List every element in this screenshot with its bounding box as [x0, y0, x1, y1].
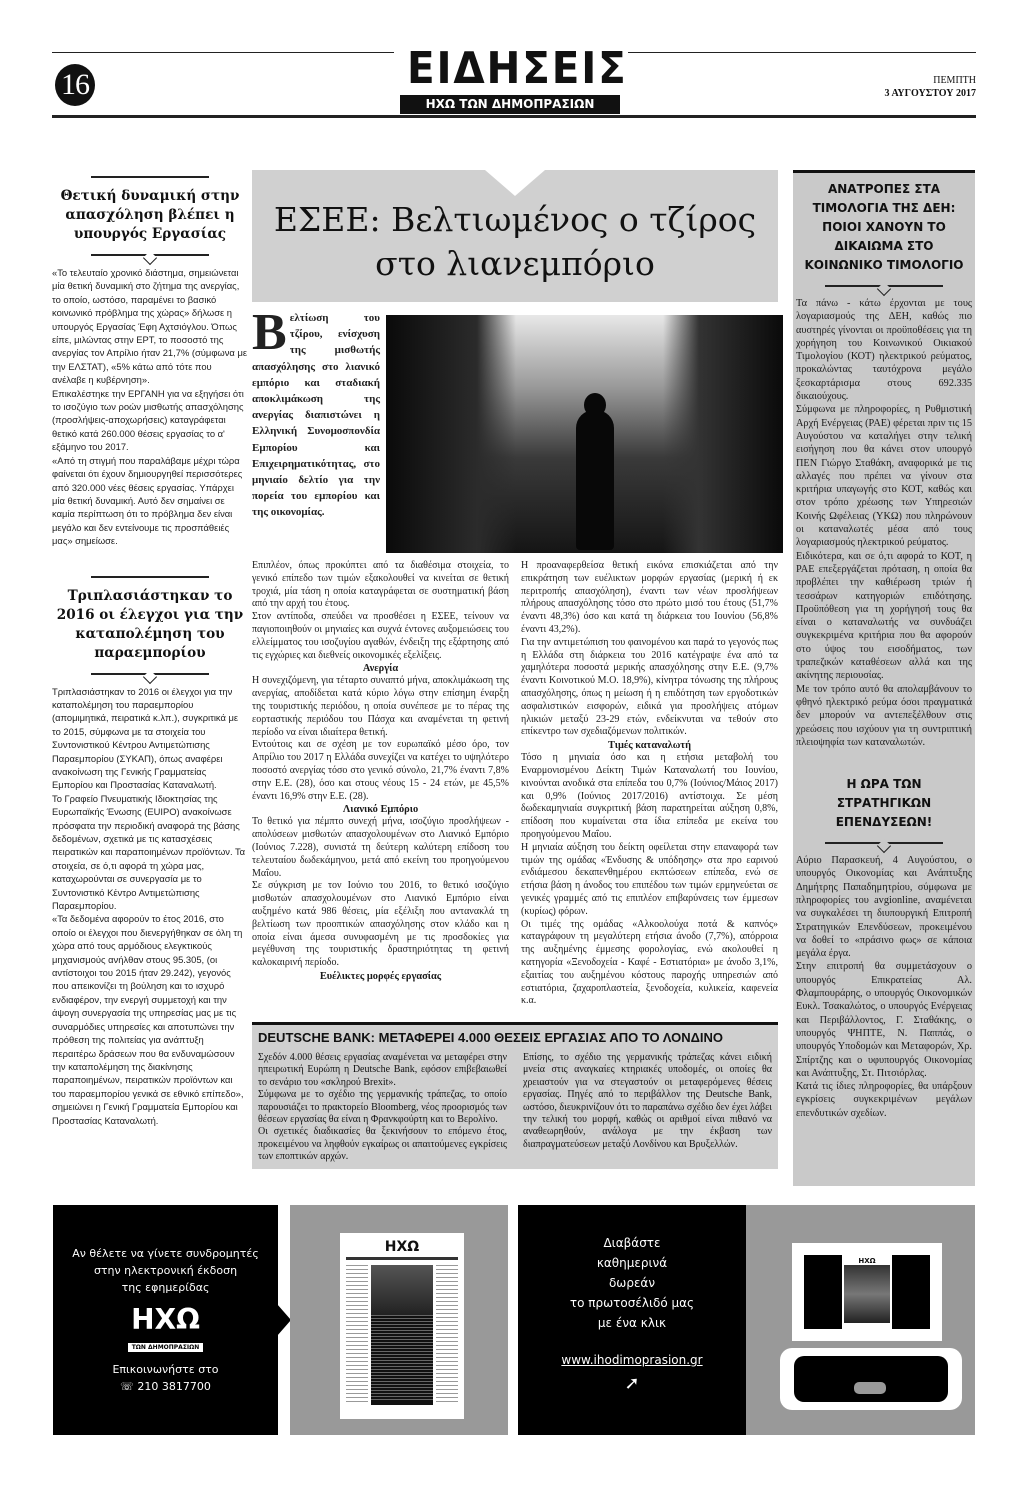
paragraph: Σύμφωνα με πληροφορίες, η Ρυθμιστική Αρχή Ενέργειας (ΡΑΕ) φέρεται πριν τις 15 Αυγούστου να καταλήγει στην τελική εισήγηση που θα κάνει στον υπουργό ΠΕΝ Γιώργο Σταθάκη, αναφορικά με τις αλλαγές που πρέπει να γίνουν στα κριτήρια υπαγωγής στο ΚΟΤ, καθώς και στον τρόπο χρέωσης των Υπηρεσιών Κοινής Ωφέλειας (ΥΚΩ) που πληρώνουν οι καταναλωτές μέσα από τους λογαριασμούς ηλεκτρικού ρεύματος. [796, 404, 972, 549]
main-headline: ΕΣΕΕ: Βελτιωμένος ο τζίρος στο λιανεμπόριο [273, 200, 757, 283]
paragraph: Η μηνιαία αύξηση του δείκτη οφείλεται στην επαναφορά των τιμών της ομάδας «Ένδυσης & υπόδησης» στα προ εαρινού ενδιάμεσου δεκαπενθημέρου εκπτώσεων επίπεδα, ενώ σε ετήσια βάση η άνοδος του επιπέδου των τιμών ερμηνεύεται σε γενικές γραμμές από τις επιπλέον επιβαρύνσεις των έμμεσων (κυρίως) φόρων. [521, 841, 778, 917]
newspaper-name: ΗΧΩ ΤΩΝ ΔΗΜΟΠΡΑΣΙΩΝ [400, 95, 620, 114]
lead-text: ελτίωση του τζίρου, ενίσχυση της μισθωτής απασχόλησης στο λιανικό εμπόριο και σταδιακή αποκλιμάκωση της ανεργίας διαπιστώνει η Ελληνική Συνομοσπονδία Εμπορίου και Επιχειρηματικότητας, στο μηνιαίο δελτίο για την πορεία του εμπορίου και της οικονομίας. [252, 312, 380, 519]
newspaper-thumbnail-panel [290, 1205, 508, 1435]
subscribe-line3: της εφημερίδας [121, 1281, 210, 1294]
right-story2-body [793, 854, 975, 1120]
paragraph: «Τα δεδομένα αφορούν το έτος 2016, στο οποίο οι έλεγχοι που διενεργήθηκαν σε όλη τη χώρα από τους αρμόδιους ελεγκτικούς μηχανισμούς ανήλθαν στους 95.305, (οι αντίστοιχοι του 2015 ήταν 29.242), γεγονός που απεικονίζει τη βούληση και το ισχυρό ενδιαφέρον, την ενεργή συμμετοχή και την άψογη συνεργασία της υπηρεσίας μας με τις συναρμόδιες υπηρεσίες και αποτυπώνει την πρόθεση της πολιτείας για ανάπτυξη περαιτέρω δράσεων που θα ενδυναμώσουν την καταπολέμηση της διακίνησης παραποιημένων, πειρατικών προϊόντων και του παραεμπορίου γενικά σε εθνικό επίπεδο», σημειώνει η Γενική Γραμματεία Εμπορίου και Προστασίας Καταναλωτή. [52, 913, 244, 1126]
article-body [252, 560, 778, 1008]
left-story2-top-rule [91, 576, 209, 578]
paragraph: Το θετικό για πέμπτο συνεχή μήνα, ισοζύγιο προσλήψεων - απολύσεων μισθωτών απασχολουμένων στο Λιανικό Εμπόριο (Ιούνιος 7.228), συνιστά τη δεύτερη καλύτερη επίδοση του τελευταίου δωδεκάμηνου, μετά από εκείνη του προηγούμενου Μαΐου. [252, 816, 509, 879]
thumbnail-logo: ΗΧΩ [384, 1239, 420, 1255]
paragraph: Στον αντίποδα, σπεύδει να προσθέσει η ΕΣΕΕ, τείνουν να παγιοποιηθούν οι μηνιαίες και συχνά έντονες αυξομειώσεις του ελλείμματος του ισοζυγίου αγαθών, ένδειξη της εξάρτησης από τις εγχώριες και διεθνείς οικονομικές εξελίξεις. [252, 611, 509, 661]
echo-logo: ΗΧΩ [131, 1303, 200, 1336]
paragraph: Επίσης, το σχέδιο της γερμανικής τράπεζας κάνει ειδική μνεία στις αναγκαίες κτηριακές υποδομές, οι οποίες θα χρειαστούν για να στεγαστούν οι μεταφερόμενες θέσεις εργασίας. Πηγές από το περιβάλλον της Deutsche Bank, ωστόσο, διευκρινίζουν ότι το παραπάνω σχέδιο δεν έχει λάβει την τελική του μορφή, καθώς οι αριθμοί είναι πιθανό να αναθεωρηθούν, ανάλογα με την έκβαση των διαπραγματεύσεων μεταξύ Λονδίνου και Βρυξελλών. [523, 1052, 772, 1150]
frontpage-line5: με ένα κλικ [597, 1316, 667, 1330]
paragraph: «Το τελευταίο χρονικό διάστημα, σημειώνεται μία θετική δυναμική στο ζήτημα της ανεργίας, το οποίο, ωστόσο, παραμένει το βασικό κοινωνικό πρόβλημα της χώρας» δήλωσε η υπουργός Εργασίας Έφη Αχτσιόγλου. Όπως είπε, μιλώντας στην ΕΡΤ, το ποσοστό της ανεργίας τον Απρίλιο ήταν 21,7% (σύμφωνα με την ΕΛΣΤΑΤ), «5% κάτω από τότε που ανέλαβε η κυβέρνηση». [52, 267, 248, 386]
paragraph: Η προαναφερθείσα θετική εικόνα επισκιάζεται από την επικράτηση των ευέλικτων μορφών εργασίας (μερική ή εκ περιτροπής απασχόληση), έναντι των νέων προσλήψεων πλήρους απασχόλησης τόσο στο πρώτο μισό του έτους (51,7% έναντι 48,3%) όσο και κατά τη διάρκεια του Ιουνίου (56,8% έναντι 43,2%). [521, 560, 778, 635]
paragraph: Οι τιμές της ομάδας «Αλκοολούχα ποτά & καπνός» καταγράφουν τη μεγαλύτερη ετήσια άνοδο (7,7%), απόρροια της αυξημένης έμμεσης φορολογίας, ενώ ακολουθεί η κατηγορία «Ξενοδοχεία - Καφέ - Εστιατόρια» με άνοδο 3,1%, εξαιτίας του αυξημένου κόστους παροχής υπηρεσιών από εστιατόρια, ζαχαροπλαστεία, ξενοδοχεία, κυλικεία, καφενεία κ.α. [521, 918, 778, 1007]
lead-paragraph [252, 304, 380, 521]
left-story1-top-rule [91, 176, 209, 178]
headline-notch [485, 170, 545, 196]
left-story1-title: Θετική δυναμική στην απασχόληση βλέπει η υπουργός Εργασίας [60, 188, 240, 242]
frontpage-ad[interactable] [518, 1205, 746, 1435]
issue-date-text: 3 ΑΥΓΟΥΣΤΟΥ 2017 [884, 88, 976, 99]
paragraph: Οι σχετικές διαδικασίες θα ξεκινήσουν το επόμενο έτος, προκειμένου να ληφθούν εγκαίρως οι απαιτούμενες εγκρίσεις των εποπτικών αρχών. [258, 1126, 507, 1163]
issue-date [885, 74, 976, 100]
paragraph: Στην επιτροπή θα συμμετάσχουν ο υπουργός Επικρατείας Αλ. Φλαμπουράρης, ο υπουργός Οικονομικών Ευκλ. Τσακαλώτος, ο υπουργός Ενέργειας και Περιβάλλοντος, Γ. Σταθάκης, ο υπουργός ΨΗΠΤΕ, Ν. Παππάς, ο υπουργός Υποδομών και Μεταφορών, Χρ. Σπίρτζης και ο υφυπουργός Οικονομίας και Ανάπτυξης, Στ. Πιτσιόρλας. [796, 961, 972, 1079]
right-story2-title: Η ΩΡΑ ΤΩΝ ΣΤΡΑΤΗΓΙΚΩΝ ΕΠΕΝΔΥΣΕΩΝ! [835, 777, 933, 830]
contact-label: Επικοινωνήστε στο [112, 1363, 219, 1376]
pointer-arrow [277, 1304, 291, 1336]
subscribe-line2: στην ηλεκτρονική έκδοση [93, 1264, 238, 1277]
deutsche-bank-box [252, 1022, 778, 1169]
frontpage-line1: Διαβάστε [603, 1236, 661, 1250]
paragraph: Επιπλέον, όπως προκύπτει από τα διαθέσιμα στοιχεία, το γενικό επίπεδο των τιμών εξακολουθεί να κινείται σε θετική τροχιά, μία τάση η οποία καταγράφεται σε συστηματική βάση από την αρχή του έτους. [252, 560, 509, 610]
paragraph: Με τον τρόπο αυτό θα απολαμβάνουν το φθηνό ηλεκτρικό ρεύμα όσοι πραγματικά δεν μπορούν να αντεπεξέλθουν στις χρεώσεις που ισχύουν για τη συντριπτική πλειοψηφία των καταναλωτών. [796, 683, 972, 748]
laptop-screen [792, 1243, 942, 1341]
deutsche-bank-body [258, 1052, 772, 1164]
paragraph: Η συνεχιζόμενη, για τέταρτο συναπτό μήνα, αποκλιμάκωση της ανεργίας, αποδίδεται κατά κύριο λόγω στην επίσημη έναρξη της τουριστικής περιόδου, η οποία συνέπεσε με το πέρας της εορταστικής περιόδου του Πάσχα και αναμένεται τη φετινή περίοδο να είναι ιδιαίτερα θετική. [252, 675, 509, 738]
issue-day: ΠΕΜΠΤΗ [933, 75, 976, 86]
paragraph: Τόσο η μηνιαία όσο και η ετήσια μεταβολή του Εναρμονισμένου Δείκτη Τιμών Καταναλωτή του Ιουνίου, κινούνται ανοδικά στα επίπεδα του 0,7% (Ιούνιος/Μάιος 2017) και 0,9% (Ιούνιος 2017/2016) αντίστοιχα. Σε μέση δωδεκαμηνιαία συγκριτική βάση παρατηρείται αύξηση 0,8%, επίδοση που κυμαίνεται στα ίδια επίπεδα με εκείνα του προηγούμενου Μαΐου. [521, 752, 778, 840]
paragraph: Σε σύγκριση με τον Ιούνιο του 2016, το θετικό ισοζύγιο μισθωτών απασχολουμένων στο Λιανικό Εμπόριο είναι αυξημένο κατά 986 θέσεις, μία εξέλιξη που αντανακλά τη βελτίωση των προοπτικών απασχόλησης στον κλάδο και η οποία είναι άμεσα συνυφασμένη με τις προσδοκίες για μεγέθυνση της τουριστικής δραστηριότητας τη φετινή καλοκαιρινή περίοδο. [252, 880, 509, 969]
right-story1-body [793, 297, 975, 749]
deutsche-bank-title: DEUTSCHE BANK: ΜΕΤΑΦΕΡΕΙ 4.000 ΘΕΣΕΙΣ ΕΡΓΑΣΙΑΣ ΑΠΟ ΤΟ ΛΟΝΔΙΝΟ [258, 1030, 724, 1045]
cursor-icon: ➚ [624, 1373, 640, 1394]
paragraph: Σύμφωνα με το σχέδιο της γερμανικής τράπεζας, το οποίο παρουσιάζει το πρακτορείο Bloomberg, νέος προορισμός των θέσεων εργασίας θα είναι η Φρανκφούρτη και το Βερολίνο. [258, 1089, 507, 1126]
paragraph: Ειδικότερα, και σε ό,τι αφορά το ΚΟΤ, η ΡΑΕ επεξεργάζεται πρόταση, η οποία θα προβλέπει την καθιέρωση τριών ή τεσσάρων κατηγοριών επιδότησης. Προϋπόθεση για τη χορήγησή τους θα είναι ο καταναλωτής να συνδυάζει συγκεκριμένα κριτήρια που θα αφορούν στο ύψος του εισοδήματος, των τραπεζικών καταθέσεων αλλά και της ακίνητης περιουσίας. [796, 550, 972, 682]
drop-cap: Β [252, 304, 287, 361]
paragraph: Εντούτοις και σε σχέση με τον ευρωπαϊκό μέσο όρο, τον Απρίλιο του 2017 η Ελλάδα συνεχίζει να κατέχει το υψηλότερο ποσοστό ανεργίας τόσο στο γενικό σύνολο, 21,7% έναντι 7,8% στην Ε.Ε. (28), όσο και στους νέους 15 - 24 ετών, με 45,5% έναντι 16,9% στην Ε.Ε. (28). [252, 739, 509, 802]
paragraph: Για την αντιμετώπιση του φαινομένου και παρά το γεγονός πως η Ελλάδα στη διάρκεια του 2016 κατέγραψε ένα από τα χαμηλότερα ποσοστά μερικής απασχόλησης στην Ε.Ε. (9,7% έναντι Κοινοτικού Μ.Ο. 18,9%), κίνητρα τόνωσης της πλήρους απασχόλησης, όπως η μείωση ή η επιδότηση των εργοδοτικών ασφαλιστικών εισφορών, ειδικά για προσλήψεις ατόμων ηλικιών μεταξύ 23-29 ετών, ενδείκνυται να τεθούν στο επίκεντρο των σχεδιαζόμενων πολιτικών. [521, 636, 778, 738]
right-story2-divider [825, 842, 943, 844]
laptop-keyboard [780, 1348, 962, 1410]
paragraph: Αύριο Παρασκευή, 4 Αυγούστου, ο υπουργός Οικονομίας και Ανάπτυξης Δημήτρης Παπαδημητρίου, σύμφωνα με πληροφορίες του avgionline, αναμένεται να συγκαλέσει τη διυπουργική Επιτροπή Στρατηγικών Επενδύσεων, προκειμένου να δοθεί το «πράσινο φως» σε κάποια μεγάλα έργα. [796, 855, 972, 960]
main-headline-box [252, 170, 778, 302]
left-story2-body [52, 685, 248, 1127]
left-story1-divider [91, 254, 209, 256]
left-story2-divider [91, 673, 209, 675]
newspaper-thumbnail [340, 1233, 464, 1419]
paragraph: Επικαλέστηκε την ΕΡΓΑΝΗ για να εξηγήσει ότι το ισοζύγιο των ροών μισθωτής απασχόλησης (προσλήψεις-αποχωρήσεις) καταγράφεται θετικό κατά 260.000 θέσεις εργασίας το α' εξάμηνο του 2017. [52, 387, 244, 453]
subscribe-line1: Αν θέλετε να γίνετε συνδρομητές [72, 1247, 259, 1260]
paragraph: «Από τη στιγμή που παραλάβαμε μέχρι τώρα φαίνεται ότι έχουν δημιουργηθεί περισσότερες από 320.000 νέες θέσεις εργασίας. Υπάρχει μία θετική δυναμική. Αυτό δεν σημαίνει σε καμία περίπτωση ότι το πρόβλημα δεν είναι μεγάλο και δεν εντείνουμε τις προσπάθειές μας» σημείωσε. [52, 454, 243, 547]
phone-number[interactable]: 210 3817700 [137, 1380, 211, 1393]
right-sidebar [793, 170, 975, 1186]
website-link[interactable]: www.ihodimoprasion.gr [561, 1353, 703, 1367]
page-number: 16 [55, 64, 95, 106]
laptop-panel [746, 1205, 975, 1435]
article-photo [386, 315, 783, 553]
paragraph: Το Γραφείο Πνευματικής Ιδιοκτησίας της Ευρωπαϊκής Ένωσης (EUIPO) ανακοίνωσε πρόσφατα την περιοδική αναφορά της βάσης δεδομένων, σχετικά με τις κατασχέσεις πειρατικών και παραποιημένων προϊόντων. Τα στοιχεία, σε ό,τι αφορά τη χώρα μας, καταχωρούνται σε συνεργασία με το Συντονιστικό Κέντρο Αντιμετώπισης Παραεμπορίου. [52, 792, 246, 912]
left-column [52, 170, 248, 1127]
laptop-thumbnail-logo: ΗΧΩ [858, 1257, 876, 1265]
subheading: Τιμές καταναλωτή [608, 740, 691, 752]
subscribe-ad[interactable] [53, 1205, 278, 1435]
subheading: Ανεργία [362, 663, 399, 675]
paragraph: Τα πάνω - κάτω έρχονται με τους λογαριασμούς της ΔΕΗ, καθώς πιο αυστηρές γίνονται οι προϋποθέσεις για τη χορήγηση του Κοινωνικού Οικιακού Τιμολογίου (ΚΟΤ) ηλεκτρικού ρεύματος, προκαλώντας ταυτόχρονα μεγάλο ξεσκαρτάρισμα στους 692.335 δικαιούχους. [796, 298, 972, 403]
paragraph: Σχεδόν 4.000 θέσεις εργασίας αναμένεται να μεταφέρει στην ηπειρωτική Ευρώπη η Deutsche Bank, εφόσον επιβεβαιωθεί το σενάριο του «σκληρού Brexit». [258, 1052, 507, 1088]
right-story1-divider [825, 285, 943, 287]
subheading: Λιανικό Εμπόριο [342, 804, 419, 816]
section-title: ΕΙΔΗΣΕΙΣ [406, 43, 628, 94]
phone-icon: ☏ [120, 1380, 138, 1393]
header-top-rule-left [52, 52, 394, 53]
paragraph: Τριπλασιάστηκαν το 2016 οι έλεγχοι για την καταπολέμηση του παραεμπορίου (απομιμητικά, πειρατικά κ.λπ.), συγκριτικά με το 2015, σύμφωνα με τα στοιχεία του Συντονιστικού Κέντρου Αντιμετώπισης Παραεμπορίου (ΣΥΚΑΠ), όπως αναφέρει ανακοίνωση της Γενικής Γραμματείας Εμπορίου και Προστασίας Καταναλωτή. [52, 685, 239, 791]
subheading: Ευέλικτες μορφές εργασίας [319, 970, 442, 982]
echo-logo-subtitle: ΤΩΝ ΔΗΜΟΠΡΑΣΙΩΝ [128, 1343, 204, 1352]
header-bottom-rule [52, 115, 976, 118]
paragraph: Κατά τις ίδιες πληροφορίες, θα υπάρξουν εγκρίσεις συγκεκριμένων μεγάλων επενδυτικών σχεδίων. [796, 1081, 972, 1119]
right-story1-title: ΑΝΑΤΡΟΠΕΣ ΣΤΑ ΤΙΜΟΛΟΓΙΑ ΤΗΣ ΔΕΗ: ΠΟΙΟΙ ΧΑΝΟΥΝ ΤΟ ΔΙΚΑΙΩΜΑ ΣΤΟ ΚΟΙΝΩΝΙΚΟ ΤΙΜΟΛΟΓΙΟ [804, 182, 964, 272]
left-story1-body [52, 266, 248, 548]
left-story2-title: Τριπλασιάστηκαν το 2016 οι έλεγχοι για την καταπολέμηση του παραεμπορίου [56, 587, 244, 661]
header-top-rule-right [628, 52, 976, 53]
frontpage-line4: το πρωτοσέλιδό μας [569, 1296, 695, 1310]
frontpage-line2: καθημερινά [596, 1256, 668, 1270]
frontpage-line3: δωρεάν [608, 1276, 656, 1290]
